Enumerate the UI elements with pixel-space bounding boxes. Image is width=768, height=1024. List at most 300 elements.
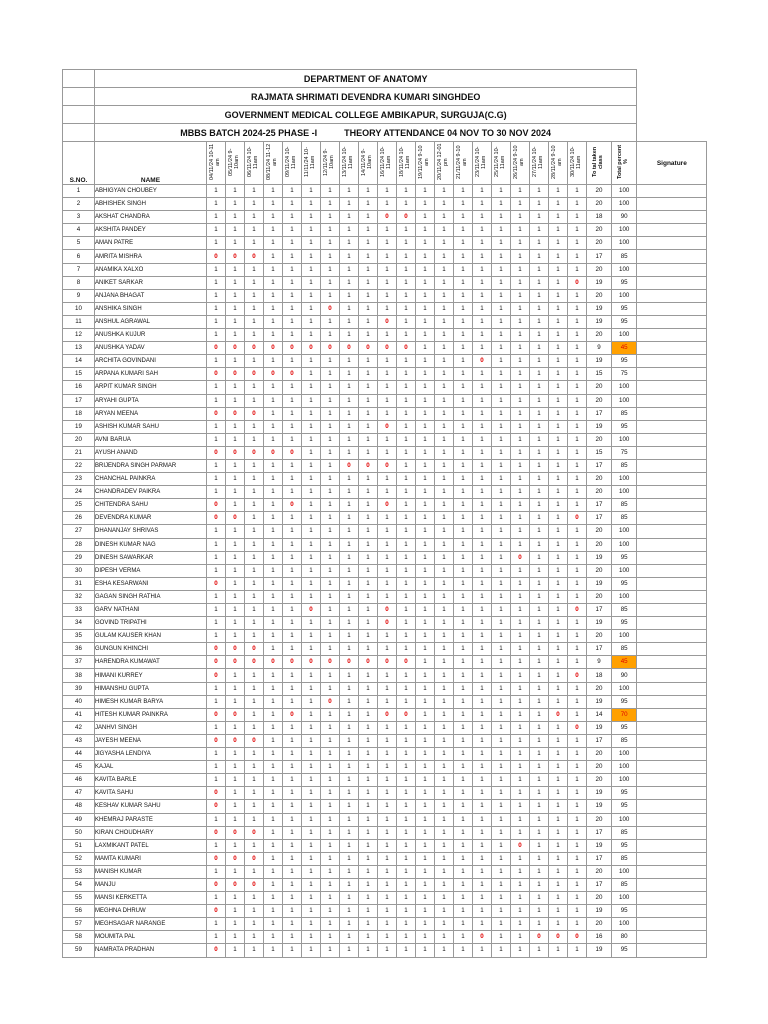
attendance-cell: 1 xyxy=(568,918,587,931)
attendance-cell: 1 xyxy=(416,538,435,551)
table-row xyxy=(63,905,707,918)
row-sno: 9 xyxy=(63,289,95,302)
percent-cell: 75 xyxy=(612,446,637,459)
attendance-cell: 1 xyxy=(321,420,340,433)
attendance-cell: 1 xyxy=(264,852,283,865)
attendance-cell: 1 xyxy=(549,237,568,250)
attendance-cell: 1 xyxy=(473,237,492,250)
attendance-cell: 1 xyxy=(454,315,473,328)
attendance-cell: 1 xyxy=(245,394,264,407)
attendance-cell: 1 xyxy=(511,250,530,263)
attendance-cell: 1 xyxy=(378,721,397,734)
attendance-cell: 1 xyxy=(340,564,359,577)
attendance-cell: 1 xyxy=(454,446,473,459)
header-row-department xyxy=(63,70,707,88)
attendance-cell: 1 xyxy=(283,302,302,315)
table-row xyxy=(63,643,707,656)
attendance-cell: 1 xyxy=(264,630,283,643)
attendance-cell: 1 xyxy=(397,643,416,656)
attendance-cell: 1 xyxy=(283,263,302,276)
attendance-cell: 1 xyxy=(473,381,492,394)
signature-cell xyxy=(637,538,707,551)
attendance-cell: 1 xyxy=(492,486,511,499)
attendance-cell: 1 xyxy=(568,420,587,433)
attendance-cell: 1 xyxy=(359,787,378,800)
attendance-cell: 1 xyxy=(283,630,302,643)
attendance-cell: 0 xyxy=(207,499,226,512)
attendance-cell: 1 xyxy=(530,276,549,289)
percent-cell: 85 xyxy=(612,407,637,420)
attendance-cell: 1 xyxy=(530,407,549,420)
attendance-cell: 1 xyxy=(264,224,283,237)
attendance-cell: 0 xyxy=(207,656,226,669)
attendance-cell: 1 xyxy=(397,486,416,499)
attendance-cell: 1 xyxy=(568,185,587,198)
attendance-cell: 1 xyxy=(549,944,568,957)
table-row xyxy=(63,656,707,669)
attendance-cell: 1 xyxy=(568,656,587,669)
attendance-cell: 1 xyxy=(549,394,568,407)
table-row xyxy=(63,617,707,630)
attendance-cell: 1 xyxy=(473,813,492,826)
attendance-cell: 1 xyxy=(207,420,226,433)
attendance-cell: 1 xyxy=(302,420,321,433)
table-row xyxy=(63,839,707,852)
attendance-cell: 1 xyxy=(530,315,549,328)
attendance-cell: 1 xyxy=(378,748,397,761)
attendance-cell: 1 xyxy=(226,211,245,224)
attendance-cell: 1 xyxy=(435,826,454,839)
attendance-cell: 1 xyxy=(226,577,245,590)
attendance-cell: 1 xyxy=(454,826,473,839)
attendance-cell: 1 xyxy=(264,761,283,774)
total-cell: 14 xyxy=(587,708,612,721)
attendance-cell: 1 xyxy=(378,525,397,538)
attendance-cell: 1 xyxy=(283,276,302,289)
attendance-cell: 1 xyxy=(530,669,549,682)
attendance-cell: 1 xyxy=(207,394,226,407)
column-header-date xyxy=(473,142,492,185)
attendance-cell: 1 xyxy=(454,748,473,761)
table-row xyxy=(63,315,707,328)
signature-cell xyxy=(637,250,707,263)
attendance-cell: 1 xyxy=(321,813,340,826)
row-sno: 25 xyxy=(63,499,95,512)
attendance-cell: 1 xyxy=(492,643,511,656)
attendance-cell: 1 xyxy=(321,865,340,878)
attendance-cell: 1 xyxy=(568,525,587,538)
attendance-cell: 1 xyxy=(530,590,549,603)
signature-cell xyxy=(637,839,707,852)
table-row xyxy=(63,302,707,315)
signature-cell xyxy=(637,695,707,708)
attendance-cell: 1 xyxy=(492,892,511,905)
column-header-row xyxy=(63,142,707,185)
attendance-cell: 1 xyxy=(359,643,378,656)
total-cell: 20 xyxy=(587,263,612,276)
attendance-cell: 1 xyxy=(435,892,454,905)
attendance-cell: 1 xyxy=(378,839,397,852)
attendance-cell: 1 xyxy=(435,905,454,918)
attendance-cell: 1 xyxy=(340,617,359,630)
attendance-cell: 1 xyxy=(511,918,530,931)
table-row xyxy=(63,368,707,381)
attendance-cell: 1 xyxy=(207,551,226,564)
total-cell: 19 xyxy=(587,577,612,590)
attendance-cell: 1 xyxy=(530,486,549,499)
attendance-cell: 1 xyxy=(340,761,359,774)
attendance-cell: 1 xyxy=(511,826,530,839)
row-sno: 34 xyxy=(63,617,95,630)
attendance-cell: 1 xyxy=(245,224,264,237)
attendance-cell: 1 xyxy=(378,289,397,302)
attendance-cell: 0 xyxy=(245,250,264,263)
attendance-cell: 1 xyxy=(435,394,454,407)
table-row xyxy=(63,918,707,931)
attendance-cell: 1 xyxy=(302,918,321,931)
attendance-cell: 1 xyxy=(530,302,549,315)
attendance-cell: 1 xyxy=(473,761,492,774)
attendance-cell: 1 xyxy=(340,878,359,891)
attendance-cell: 0 xyxy=(530,931,549,944)
table-row xyxy=(63,289,707,302)
attendance-cell: 1 xyxy=(549,604,568,617)
attendance-cell: 0 xyxy=(226,368,245,381)
attendance-cell: 1 xyxy=(302,787,321,800)
attendance-cell: 1 xyxy=(340,944,359,957)
attendance-cell: 1 xyxy=(511,211,530,224)
attendance-cell: 1 xyxy=(473,604,492,617)
row-sno: 36 xyxy=(63,643,95,656)
attendance-cell: 1 xyxy=(264,237,283,250)
attendance-cell: 0 xyxy=(207,446,226,459)
percent-cell: 100 xyxy=(612,394,637,407)
attendance-cell: 1 xyxy=(454,787,473,800)
attendance-cell: 1 xyxy=(568,800,587,813)
attendance-cell: 1 xyxy=(321,315,340,328)
attendance-cell: 1 xyxy=(549,905,568,918)
attendance-cell: 1 xyxy=(511,198,530,211)
attendance-cell: 1 xyxy=(511,865,530,878)
signature-cell xyxy=(637,486,707,499)
student-name: ASHISH KUMAR SAHU xyxy=(95,420,207,433)
row-sno: 51 xyxy=(63,839,95,852)
attendance-cell: 1 xyxy=(511,630,530,643)
attendance-cell: 1 xyxy=(454,669,473,682)
attendance-cell: 1 xyxy=(302,407,321,420)
attendance-cell: 1 xyxy=(264,407,283,420)
attendance-cell: 1 xyxy=(264,800,283,813)
attendance-cell: 0 xyxy=(397,211,416,224)
attendance-cell: 1 xyxy=(226,774,245,787)
attendance-cell: 1 xyxy=(283,433,302,446)
attendance-cell: 1 xyxy=(378,577,397,590)
attendance-cell: 1 xyxy=(454,368,473,381)
attendance-cell: 0 xyxy=(568,512,587,525)
attendance-cell: 1 xyxy=(511,289,530,302)
date-label: 23/11/24 10-11am xyxy=(475,146,487,178)
attendance-cell: 0 xyxy=(226,734,245,747)
attendance-cell: 1 xyxy=(492,420,511,433)
attendance-cell: 1 xyxy=(302,617,321,630)
student-name: JANHVI SINGH xyxy=(95,721,207,734)
attendance-cell: 1 xyxy=(207,839,226,852)
institution-name: RAJMATA SHRIMATI DEVENDRA KUMARI SINGHDEO xyxy=(95,88,637,106)
percent-cell: 100 xyxy=(612,263,637,276)
date-label: 09/11/24 10-11am xyxy=(285,146,297,178)
attendance-cell: 1 xyxy=(283,878,302,891)
attendance-cell: 1 xyxy=(530,918,549,931)
attendance-cell: 1 xyxy=(511,420,530,433)
percent-cell: 100 xyxy=(612,289,637,302)
attendance-cell: 1 xyxy=(492,302,511,315)
row-sno: 49 xyxy=(63,813,95,826)
attendance-cell: 1 xyxy=(283,774,302,787)
total-cell: 19 xyxy=(587,355,612,368)
attendance-cell: 1 xyxy=(245,551,264,564)
attendance-cell: 1 xyxy=(511,368,530,381)
attendance-cell: 1 xyxy=(264,577,283,590)
attendance-cell: 1 xyxy=(549,669,568,682)
attendance-cell: 1 xyxy=(416,315,435,328)
attendance-cell: 1 xyxy=(435,473,454,486)
attendance-cell: 1 xyxy=(397,852,416,865)
attendance-cell: 1 xyxy=(340,407,359,420)
attendance-cell: 1 xyxy=(302,473,321,486)
attendance-cell: 1 xyxy=(226,486,245,499)
attendance-cell: 1 xyxy=(283,250,302,263)
attendance-cell: 1 xyxy=(340,905,359,918)
attendance-cell: 1 xyxy=(378,800,397,813)
row-sno: 27 xyxy=(63,525,95,538)
attendance-cell: 1 xyxy=(568,499,587,512)
attendance-cell: 1 xyxy=(340,198,359,211)
percent-cell: 95 xyxy=(612,695,637,708)
attendance-cell: 1 xyxy=(492,787,511,800)
attendance-cell: 1 xyxy=(283,224,302,237)
attendance-cell: 1 xyxy=(226,355,245,368)
attendance-cell: 0 xyxy=(283,656,302,669)
attendance-cell: 1 xyxy=(226,800,245,813)
row-sno: 46 xyxy=(63,774,95,787)
student-name: GAGAN SINGH RATHIA xyxy=(95,590,207,603)
attendance-cell: 1 xyxy=(302,564,321,577)
attendance-cell: 1 xyxy=(340,774,359,787)
table-row xyxy=(63,499,707,512)
column-header-date xyxy=(359,142,378,185)
attendance-cell: 1 xyxy=(226,617,245,630)
table-row xyxy=(63,551,707,564)
attendance-cell: 1 xyxy=(397,394,416,407)
table-row xyxy=(63,538,707,551)
percent-cell: 100 xyxy=(612,486,637,499)
attendance-cell: 1 xyxy=(511,813,530,826)
attendance-cell: 1 xyxy=(511,787,530,800)
attendance-cell: 1 xyxy=(264,590,283,603)
percent-cell: 85 xyxy=(612,499,637,512)
attendance-cell: 1 xyxy=(549,368,568,381)
attendance-cell: 1 xyxy=(511,446,530,459)
table-row xyxy=(63,748,707,761)
attendance-cell: 1 xyxy=(416,918,435,931)
attendance-cell: 1 xyxy=(549,878,568,891)
table-row xyxy=(63,590,707,603)
attendance-cell: 1 xyxy=(226,315,245,328)
attendance-cell: 1 xyxy=(378,774,397,787)
attendance-cell: 1 xyxy=(397,224,416,237)
attendance-cell: 1 xyxy=(226,931,245,944)
attendance-cell: 1 xyxy=(359,577,378,590)
attendance-cell: 1 xyxy=(302,211,321,224)
date-label: 11/11/24 10-11am xyxy=(304,146,316,178)
attendance-cell: 1 xyxy=(511,329,530,342)
attendance-cell: 1 xyxy=(549,852,568,865)
row-sno: 30 xyxy=(63,564,95,577)
total-cell: 19 xyxy=(587,276,612,289)
attendance-cell: 1 xyxy=(397,748,416,761)
attendance-cell: 1 xyxy=(359,905,378,918)
student-name: DEVENDRA KUMAR xyxy=(95,512,207,525)
attendance-cell: 1 xyxy=(340,276,359,289)
row-sno: 4 xyxy=(63,224,95,237)
attendance-cell: 1 xyxy=(492,355,511,368)
attendance-cell: 1 xyxy=(397,237,416,250)
attendance-cell: 1 xyxy=(530,250,549,263)
attendance-cell: 1 xyxy=(530,630,549,643)
attendance-cell: 1 xyxy=(226,198,245,211)
percent-cell: 95 xyxy=(612,551,637,564)
signature-cell xyxy=(637,878,707,891)
column-header-total-label: To tal taken class xyxy=(592,146,604,178)
attendance-cell: 1 xyxy=(264,748,283,761)
attendance-cell: 1 xyxy=(207,748,226,761)
attendance-cell: 1 xyxy=(378,263,397,276)
attendance-cell: 1 xyxy=(492,315,511,328)
attendance-cell: 1 xyxy=(321,682,340,695)
attendance-cell: 1 xyxy=(435,669,454,682)
attendance-cell: 1 xyxy=(454,761,473,774)
attendance-cell: 1 xyxy=(302,892,321,905)
attendance-cell: 1 xyxy=(245,865,264,878)
percent-cell: 100 xyxy=(612,185,637,198)
attendance-cell: 1 xyxy=(492,446,511,459)
column-header-date xyxy=(378,142,397,185)
attendance-cell: 1 xyxy=(492,617,511,630)
attendance-cell: 1 xyxy=(568,564,587,577)
attendance-cell: 1 xyxy=(568,211,587,224)
attendance-cell: 1 xyxy=(473,538,492,551)
attendance-cell: 1 xyxy=(568,473,587,486)
attendance-cell: 1 xyxy=(340,420,359,433)
attendance-cell: 1 xyxy=(511,394,530,407)
row-sno: 14 xyxy=(63,355,95,368)
attendance-cell: 1 xyxy=(492,381,511,394)
attendance-cell: 1 xyxy=(245,486,264,499)
attendance-cell: 0 xyxy=(549,708,568,721)
attendance-cell: 1 xyxy=(340,512,359,525)
attendance-cell: 1 xyxy=(245,302,264,315)
attendance-cell: 1 xyxy=(283,944,302,957)
attendance-cell: 1 xyxy=(568,368,587,381)
attendance-cell: 1 xyxy=(340,329,359,342)
attendance-cell: 1 xyxy=(416,355,435,368)
attendance-cell: 1 xyxy=(416,761,435,774)
table-row xyxy=(63,250,707,263)
table-row xyxy=(63,433,707,446)
attendance-cell: 1 xyxy=(245,525,264,538)
attendance-cell: 1 xyxy=(226,420,245,433)
attendance-cell: 1 xyxy=(511,512,530,525)
column-header-sno: S.NO. xyxy=(63,142,95,185)
attendance-cell: 1 xyxy=(359,499,378,512)
attendance-cell: 1 xyxy=(378,865,397,878)
row-sno: 53 xyxy=(63,865,95,878)
attendance-cell: 1 xyxy=(549,329,568,342)
attendance-cell: 1 xyxy=(473,525,492,538)
date-label: 05/11/24 9-10am xyxy=(228,148,240,176)
attendance-cell: 0 xyxy=(302,604,321,617)
attendance-cell: 1 xyxy=(473,315,492,328)
percent-cell: 80 xyxy=(612,931,637,944)
attendance-cell: 0 xyxy=(245,852,264,865)
attendance-cell: 1 xyxy=(530,394,549,407)
attendance-cell: 1 xyxy=(473,878,492,891)
total-cell: 20 xyxy=(587,564,612,577)
attendance-cell: 1 xyxy=(378,394,397,407)
attendance-cell: 1 xyxy=(226,224,245,237)
college-name: GOVERNMENT MEDICAL COLLEGE AMBIKAPUR, SURGUJA(C.G) xyxy=(95,106,637,124)
attendance-cell: 1 xyxy=(264,695,283,708)
attendance-cell: 1 xyxy=(530,682,549,695)
attendance-cell: 1 xyxy=(416,276,435,289)
attendance-cell: 1 xyxy=(245,198,264,211)
total-cell: 20 xyxy=(587,682,612,695)
attendance-cell: 1 xyxy=(435,734,454,747)
attendance-cell: 1 xyxy=(416,734,435,747)
student-name: NAMRATA PRADHAN xyxy=(95,944,207,957)
student-name: AMRITA MISHRA xyxy=(95,250,207,263)
table-row xyxy=(63,878,707,891)
attendance-cell: 1 xyxy=(473,721,492,734)
total-cell: 20 xyxy=(587,774,612,787)
date-label: 26/11/24 9-10 am xyxy=(513,145,525,179)
row-sno: 28 xyxy=(63,538,95,551)
attendance-cell: 1 xyxy=(568,787,587,800)
attendance-cell: 1 xyxy=(378,250,397,263)
attendance-cell: 1 xyxy=(454,355,473,368)
attendance-cell: 1 xyxy=(473,787,492,800)
attendance-cell: 1 xyxy=(226,473,245,486)
attendance-cell: 1 xyxy=(454,486,473,499)
attendance-cell: 1 xyxy=(359,368,378,381)
attendance-cell: 0 xyxy=(378,656,397,669)
percent-cell: 95 xyxy=(612,905,637,918)
attendance-cell: 1 xyxy=(435,787,454,800)
attendance-cell: 1 xyxy=(321,407,340,420)
attendance-cell: 1 xyxy=(511,577,530,590)
attendance-cell: 1 xyxy=(264,564,283,577)
total-cell: 19 xyxy=(587,800,612,813)
attendance-cell: 1 xyxy=(549,761,568,774)
row-sno: 45 xyxy=(63,761,95,774)
attendance-cell: 1 xyxy=(549,551,568,564)
attendance-cell: 1 xyxy=(473,669,492,682)
row-sno: 11 xyxy=(63,315,95,328)
percent-cell: 100 xyxy=(612,630,637,643)
attendance-cell: 1 xyxy=(302,486,321,499)
attendance-cell: 1 xyxy=(207,865,226,878)
attendance-cell: 1 xyxy=(226,630,245,643)
